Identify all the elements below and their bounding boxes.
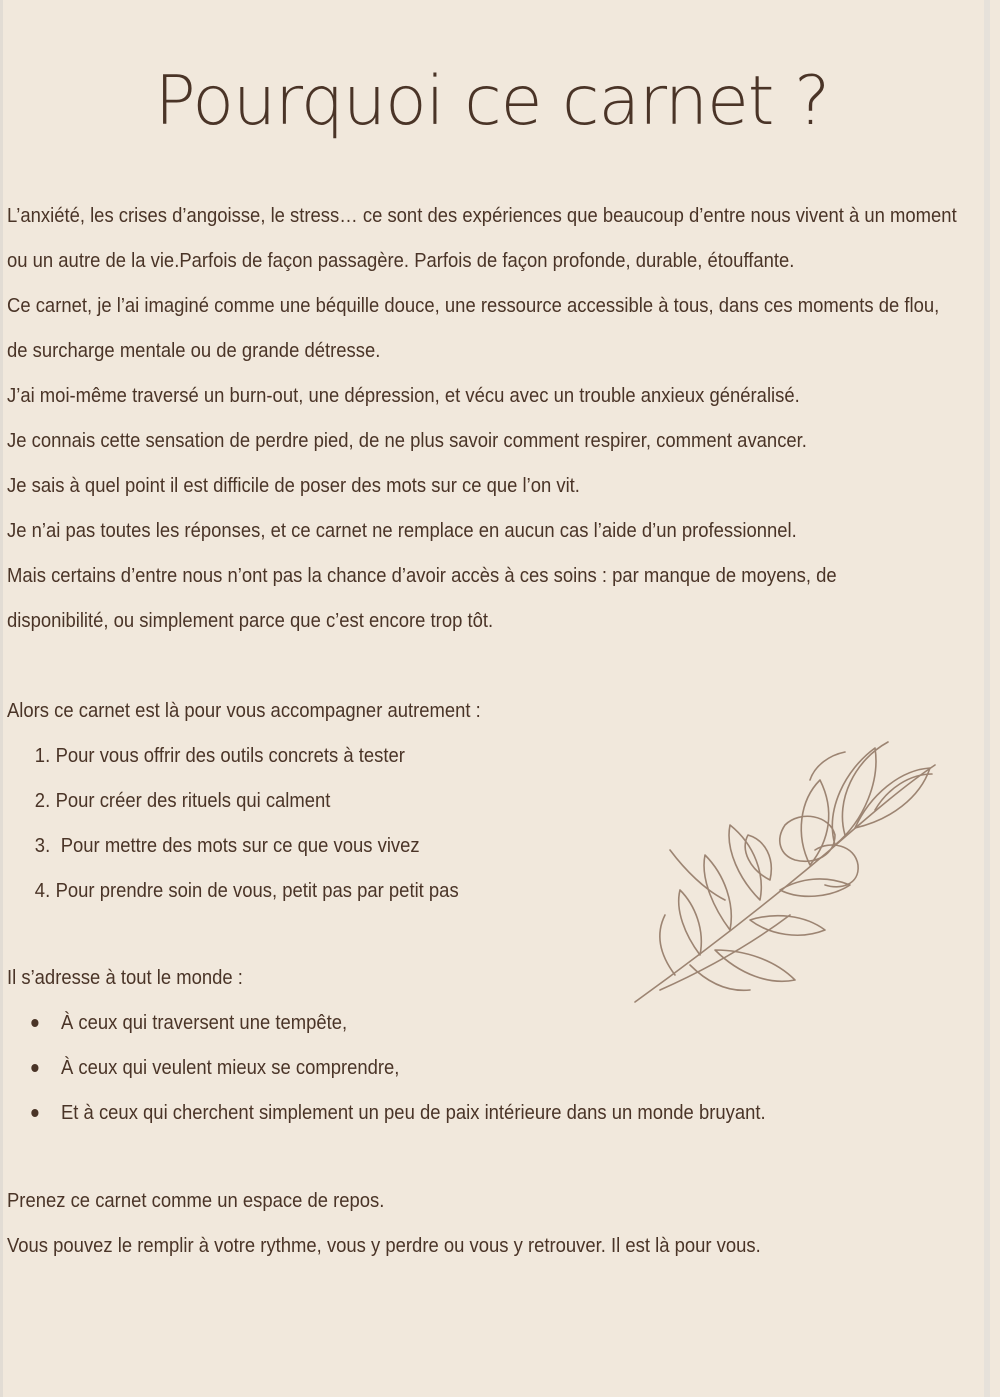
intro-paragraph: L’anxiété, les crises d’angoisse, le stress… ce sont des expériences que beaucoup d’entre nous vivent à un moment ou un autre de la vie.Parfois de façon passagère. Parfois de façon profonde, durable, étouffante. xyxy=(7,204,957,272)
bullet-icon xyxy=(31,1019,38,1027)
intro-paragraph: Ce carnet, je l’ai imaginé comme une béquille douce, une ressource accessible à tous, dans ces moments de flou, de surcharge mentale ou de grande détresse. xyxy=(7,294,940,362)
intro-paragraph: Je connais cette sensation de perdre pied, de ne plus savoir comment respirer, comment avancer. xyxy=(7,429,807,452)
closing-section xyxy=(7,1178,885,1268)
closing-line: Vous pouvez le remplir à votre rythme, vous y perdre ou vous y retrouver. Il est là pour vous. xyxy=(7,1234,761,1257)
bullet-icon xyxy=(31,1064,38,1072)
list-item-text: Pour mettre des mots sur ce que vous vivez xyxy=(55,834,420,857)
list-item xyxy=(7,1045,885,1090)
intro-paragraph: J’ai moi-même traversé un burn-out, une dépression, et vécu avec un trouble anxieux généralisé. xyxy=(7,384,800,407)
audience-heading: Il s’adresse à tout le monde : xyxy=(7,966,243,989)
list-number: 3. xyxy=(34,834,51,857)
list-item-text: Et à ceux qui cherchent simplement un peu de paix intérieure dans un monde bruyant. xyxy=(61,1101,766,1124)
intro-paragraph: Je n’ai pas toutes les réponses, et ce carnet ne remplace en aucun cas l’aide d’un professionnel. xyxy=(7,519,797,542)
list-item xyxy=(7,1090,885,1135)
list-number: 1. xyxy=(34,744,51,767)
page-title: Pourquoi ce carnet ? xyxy=(154,62,830,141)
goals-heading: Alors ce carnet est là pour vous accompagner autrement : xyxy=(7,699,481,722)
list-number: 4. xyxy=(34,879,51,902)
list-item-text: Pour prendre soin de vous, petit pas par petit pas xyxy=(55,879,459,902)
bullet-icon xyxy=(31,1109,38,1117)
audience-list xyxy=(7,1000,885,1135)
list-item-text: Pour vous offrir des outils concrets à tester xyxy=(55,744,405,767)
list-number: 2. xyxy=(34,789,51,812)
intro-section xyxy=(7,193,957,643)
list-item-text: À ceux qui traversent une tempête, xyxy=(61,1011,348,1034)
list-item-text: Pour créer des rituels qui calment xyxy=(55,789,331,812)
intro-paragraph: Je sais à quel point il est difficile de poser des mots sur ce que l’on vit. xyxy=(7,474,580,497)
closing-line: Prenez ce carnet comme un espace de repos. xyxy=(7,1189,385,1212)
list-item-text: À ceux qui veulent mieux se comprendre, xyxy=(61,1056,400,1079)
leaf-branch-icon xyxy=(630,740,950,1010)
intro-paragraph: Mais certains d’entre nous n’ont pas la chance d’avoir accès à ces soins : par manque de moyens, de disponibilité, ou simplement parce que c’est encore trop tôt. xyxy=(7,564,837,632)
